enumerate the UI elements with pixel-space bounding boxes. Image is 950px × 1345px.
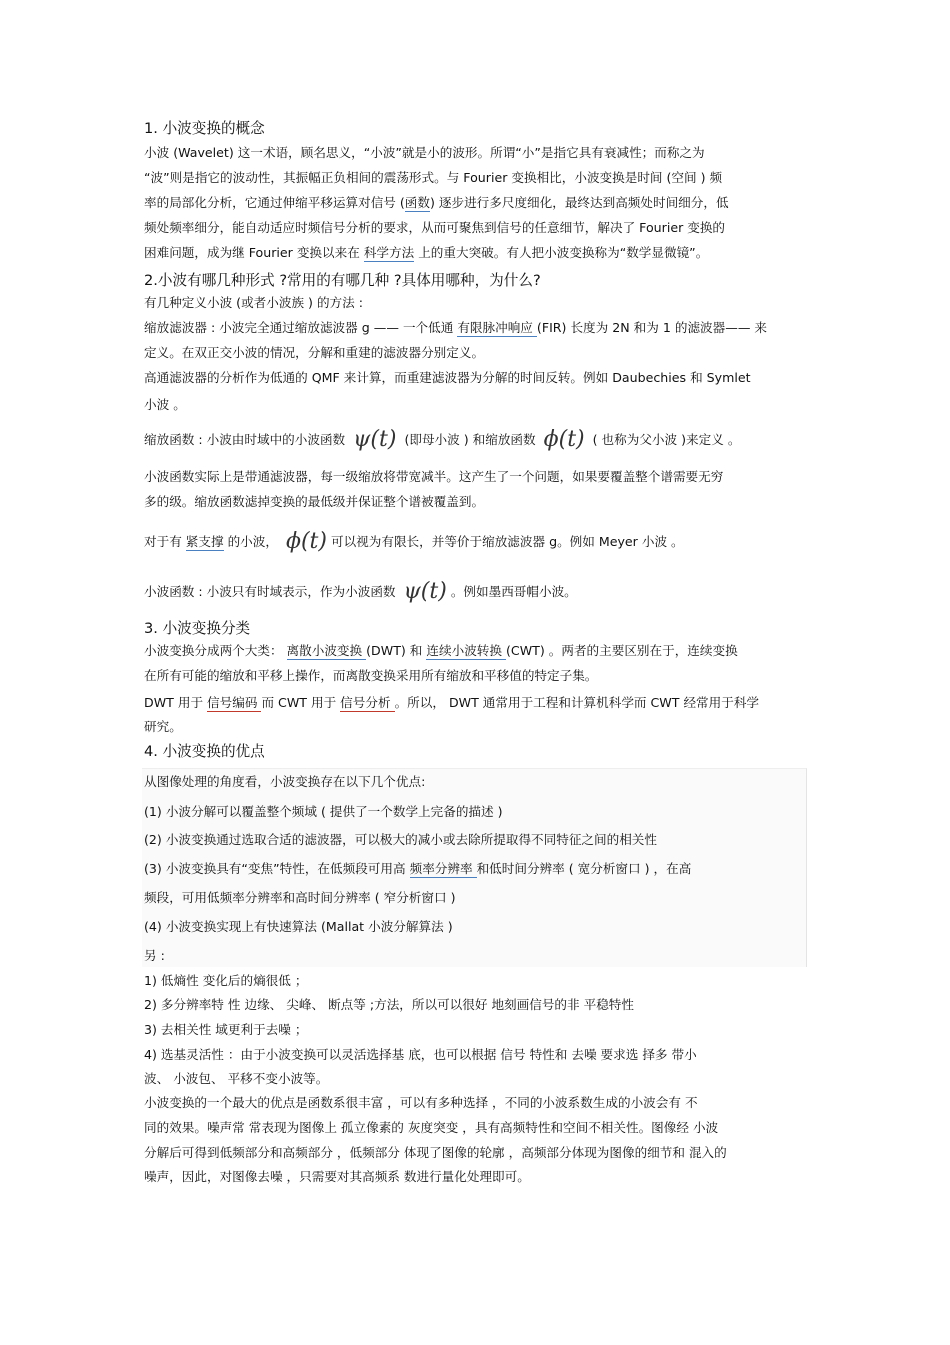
s4-para-line-1: 小波变换的一个最大的优点是函数系很丰富 ，可以有多种选择 ，不同的小波系数生成的小波会有 不 xyxy=(144,1095,698,1110)
link-frequency-resolution[interactable]: 频率分辨率 xyxy=(409,861,477,876)
s4-box-line-6: (4) 小波变换实现上有快速算法 (Mallat 小波分解算法 ) xyxy=(144,919,453,934)
s4-item-2: 2) 多分辨率特 性 边缘、 尖峰、 断点等 ;方法，所以可以很好 地刻画信号的非 平稳特性 xyxy=(144,997,634,1012)
s4-item-4-cont: 波、 小波包、 平移不变小波等。 xyxy=(144,1071,329,1086)
section-3-title: 3. 小波变换分类 xyxy=(144,620,251,637)
s2-line-5: 小波 。 xyxy=(144,397,186,412)
s2-line-7: 小波函数实际上是带通滤波器，每一级缩放将带宽减半。这产生了一个问题，如果要覆盖整个谱需要无穷 xyxy=(144,469,724,484)
s1-line-4: 频处频率细分，能自动适应时频信号分析的要求，从而可聚焦到信号的任意细节，解决了 Fourier 变换的 xyxy=(144,220,726,235)
section-1-title: 1. 小波变换的概念 xyxy=(144,120,265,137)
psi-formula-2: ψ(t) xyxy=(403,579,447,604)
s4-item-4: 4) 选基灵活性 ：由于小波变换可以灵活选择基 底，也可以根据 信号 特性和 去噪 要求选 择多 带小 xyxy=(144,1047,697,1062)
s2-line-2: 缩放滤波器 : 小波完全通过缩放滤波器 g —— 一个低通 有限脉冲响应 (FIR) 长度为 2N 和为 1 的滤波器—— 来 xyxy=(144,320,768,335)
link-signal-coding[interactable]: 信号编码 xyxy=(207,695,262,710)
s4-para-line-2: 同的效果。噪声常 常表现为图像上 孤立像素的 灰度突变 ，具有高频特性和空间不相关性。图像经 小波 xyxy=(144,1120,719,1135)
s3-line-2: 在所有可能的缩放和平移上操作，而离散变换采用所有缩放和平移值的特定子集。 xyxy=(144,668,598,683)
link-scientific-method[interactable]: 科学方法 xyxy=(363,245,415,260)
s1-line-1: 小波 (Wavelet) 这一术语，顾名思义，“小波”就是小的波形。所谓“小”是指它具有衰减性；而称之为 xyxy=(144,145,705,160)
s4-box-line-7: 另 : xyxy=(144,948,165,963)
s1-line-2: “波”则是指它的波动性，其振幅正负相间的震荡形式。与 Fourier 变换相比，小波变换是时间 (空间 ) 频 xyxy=(144,170,723,185)
s2-line-6: 缩放函数 : 小波由时域中的小波函数 ψ(t) (即母小波 ) 和缩放函数 ϕ(t) ( 也称为父小波 )来定义 。 xyxy=(144,427,741,452)
section-4-title: 4. 小波变换的优点 xyxy=(144,743,265,760)
link-compact-support[interactable]: 紧支撑 xyxy=(185,534,224,549)
phi-formula-2: ϕ(t) xyxy=(285,529,327,554)
s3-line-3: DWT 用于 信号编码 而 CWT 用于 信号分析 。所以， DWT 通常用于工程和计算机科学而 CWT 经常用于科学 xyxy=(144,695,760,710)
s4-box-line-5: 频段，可用低频率分辨率和高时间分辨率 ( 窄分析窗口 ) xyxy=(144,890,456,905)
s4-para-line-4: 噪声，因此，对图像去噪 ，只需要对其高频系 数进行量化处理即可。 xyxy=(144,1169,530,1184)
s4-box-line-2: (1) 小波分解可以覆盖整个频域 ( 提供了一个数学上完备的描述 ) xyxy=(144,804,503,819)
s4-para-line-3: 分解后可得到低频部分和高频部分 ，低频部分 体现了图像的轮廓 ，高频部分体现为图像的细节和 混入的 xyxy=(144,1145,727,1160)
s4-box-line-4: (3) 小波变换具有“变焦”特性，在低频段可用高 频率分辨率 和低时间分辨率 ( 宽分析窗口 ) ，在高 xyxy=(144,861,692,876)
phi-formula: ϕ(t) xyxy=(543,427,585,452)
s4-box-line-1: 从图像处理的角度看，小波变换存在以下几个优点: xyxy=(144,774,426,789)
s2-line-3: 定义。在双正交小波的情况，分解和重建的滤波器分别定义。 xyxy=(144,345,485,360)
s2-line-4: 高通滤波器的分析作为低通的 QMF 来计算，而重建滤波器为分解的时间反转。例如 Daubechies 和 Symlet xyxy=(144,370,751,385)
s2-line-10: 小波函数 : 小波只有时域表示，作为小波函数 ψ(t) 。例如墨西哥帽小波。 xyxy=(144,579,577,604)
link-function[interactable]: 函数 xyxy=(404,195,430,210)
psi-formula: ψ(t) xyxy=(353,427,397,452)
link-dwt[interactable]: 离散小波变换 xyxy=(286,643,367,658)
s3-line-4: 研究。 xyxy=(144,719,182,734)
link-fir[interactable]: 有限脉冲响应 xyxy=(457,320,537,335)
s2-line-9: 对于有 紧支撑 的小波， ϕ(t) 可以视为有限长，并等价于缩放滤波器 g。例如 Meyer 小波 。 xyxy=(144,529,684,554)
section-2-title: 2.小波有哪几种形式 ?常用的有哪几种 ?具体用哪种，为什么? xyxy=(144,272,541,289)
s2-line-1: 有几种定义小波 (或者小波族 ) 的方法 : xyxy=(144,295,363,310)
link-cwt[interactable]: 连续小波转换 xyxy=(426,643,506,658)
s1-line-5: 困难问题，成为继 Fourier 变换以来在 科学方法 上的重大突破。有人把小波变换称为“数学显微镜”。 xyxy=(144,245,709,260)
s4-box-line-3: (2) 小波变换通过选取合适的滤波器，可以极大的减小或去除所提取得不同特征之间的相关性 xyxy=(144,832,657,847)
s4-item-1: 1) 低熵性 变化后的熵很低 ； xyxy=(144,973,308,988)
s3-line-1: 小波变换分成两个大类： 离散小波变换 (DWT) 和 连续小波转换 (CWT) 。两者的主要区别在于，连续变换 xyxy=(144,643,738,658)
s4-item-3: 3) 去相关性 域更利于去噪 ； xyxy=(144,1022,308,1037)
s2-line-8: 多的级。缩放函数滤掉变换的最低级并保证整个谱被覆盖到。 xyxy=(144,494,485,509)
link-signal-analysis[interactable]: 信号分析 xyxy=(340,695,395,710)
s1-line-3: 率的局部化分析，它通过伸缩平移运算对信号 (函数) 逐步进行多尺度细化，最终达到高频处时间细分，低 xyxy=(144,195,729,210)
